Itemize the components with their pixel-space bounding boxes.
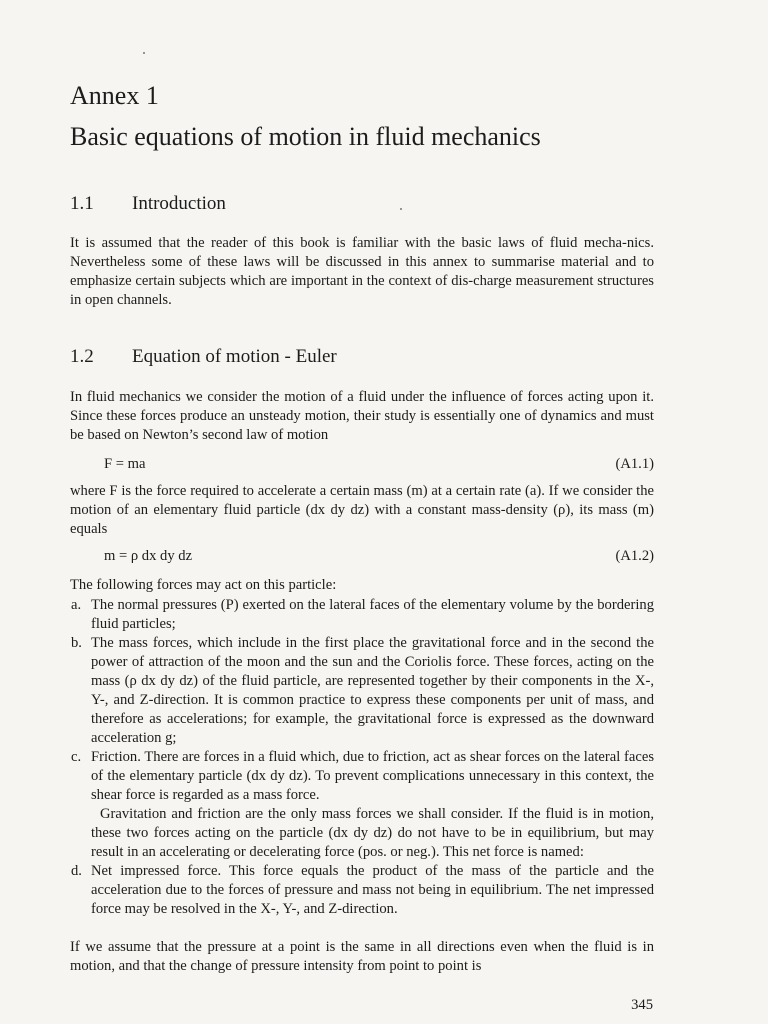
section-number: 1.2 — [70, 346, 94, 367]
list-item — [70, 596, 654, 634]
forces-intro: The following forces may act on this particle: — [70, 577, 337, 593]
scan-speck — [400, 208, 402, 210]
equation-expression: m = ρ dx dy dz — [104, 548, 193, 564]
list-marker: b. — [71, 635, 82, 651]
section-title: Equation of motion - Euler — [132, 346, 337, 367]
list-item-continuation: Gravitation and friction are the only mass forces we shall consider. If the fluid is in motion, these two forces acting on the particle (dx dy dz) do not have to be in equilibrium, but may result in an accelerating or decelerating force (pos. or neg.). This net force is named: — [91, 806, 654, 860]
intro-paragraph: It is assumed that the reader of this book is familiar with the basic laws of fluid mecha-nics. Nevertheless some of these laws will be discussed in this annex to summarise material and to emphasize certain subjects which are important in the context of dis-charge measurement structures in open channels. — [70, 235, 654, 308]
euler-paragraph: In fluid mechanics we consider the motion of a fluid under the influence of forces acting upon it. Since these forces produce an unsteady motion, their study is essentially one of dynamics and must be based on Newton’s second law of motion — [70, 389, 654, 443]
list-marker: c. — [71, 749, 82, 765]
list-item-text: Friction. There are forces in a fluid which, due to friction, act as shear forces on the lateral faces of the elementary particle (dx dy dz). To prevent complications unnecessary in this context, the shear force is regarded as a mass force. — [91, 749, 654, 803]
list-item — [70, 862, 654, 919]
section-heading-introduction — [70, 192, 226, 216]
equation-reference: (A1.2) — [615, 548, 654, 564]
forces-list — [70, 596, 654, 919]
equation-reference: (A1.1) — [615, 456, 654, 472]
list-marker: d. — [71, 863, 82, 879]
list-item — [70, 634, 654, 748]
list-item-text: The mass forces, which include in the first place the gravitational force and in the second the power of attraction of the moon and the sun and the Coriolis force. These forces, acting on the mass (ρ dx dy dz) of the fluid particle, are represented together by their components in the X-, Y-, and Z-direction. It is common practice to express these components per unit of mass, and therefore as accelerations; for example, the gravitational force is expressed as the downward acceleration g; — [91, 635, 654, 746]
list-item — [70, 748, 654, 805]
section-heading-euler — [70, 345, 337, 369]
section-title: Introduction — [132, 193, 226, 214]
annex-label: Annex 1 — [70, 81, 159, 110]
list-item-text: Net impressed force. This force equals the product of the mass of the particle and the acceleration due to the forces of pressure and mass not being in equilibrium. The net impressed force may be resolved in the X-, Y-, and Z-direction. — [91, 863, 654, 917]
scan-speck — [143, 52, 145, 54]
page-number: 345 — [631, 997, 653, 1013]
mass-paragraph: where F is the force required to accelerate a certain mass (m) at a certain rate (a). If we consider the motion of an elementary fluid particle (dx dy dz) with a constant mass-density (ρ), its mass (m) equals — [70, 483, 654, 537]
page-title: Basic equations of motion in fluid mechanics — [70, 122, 541, 151]
section-number: 1.1 — [70, 193, 94, 214]
list-marker: a. — [71, 597, 82, 613]
closing-paragraph: If we assume that the pressure at a point is the same in all directions even when the fluid is in motion, and that the change of pressure intensity from point to point is — [70, 939, 654, 974]
list-item-text: The normal pressures (P) exerted on the lateral faces of the elementary volume by the bordering fluid particles; — [91, 597, 654, 632]
equation-expression: F = ma — [104, 456, 146, 472]
